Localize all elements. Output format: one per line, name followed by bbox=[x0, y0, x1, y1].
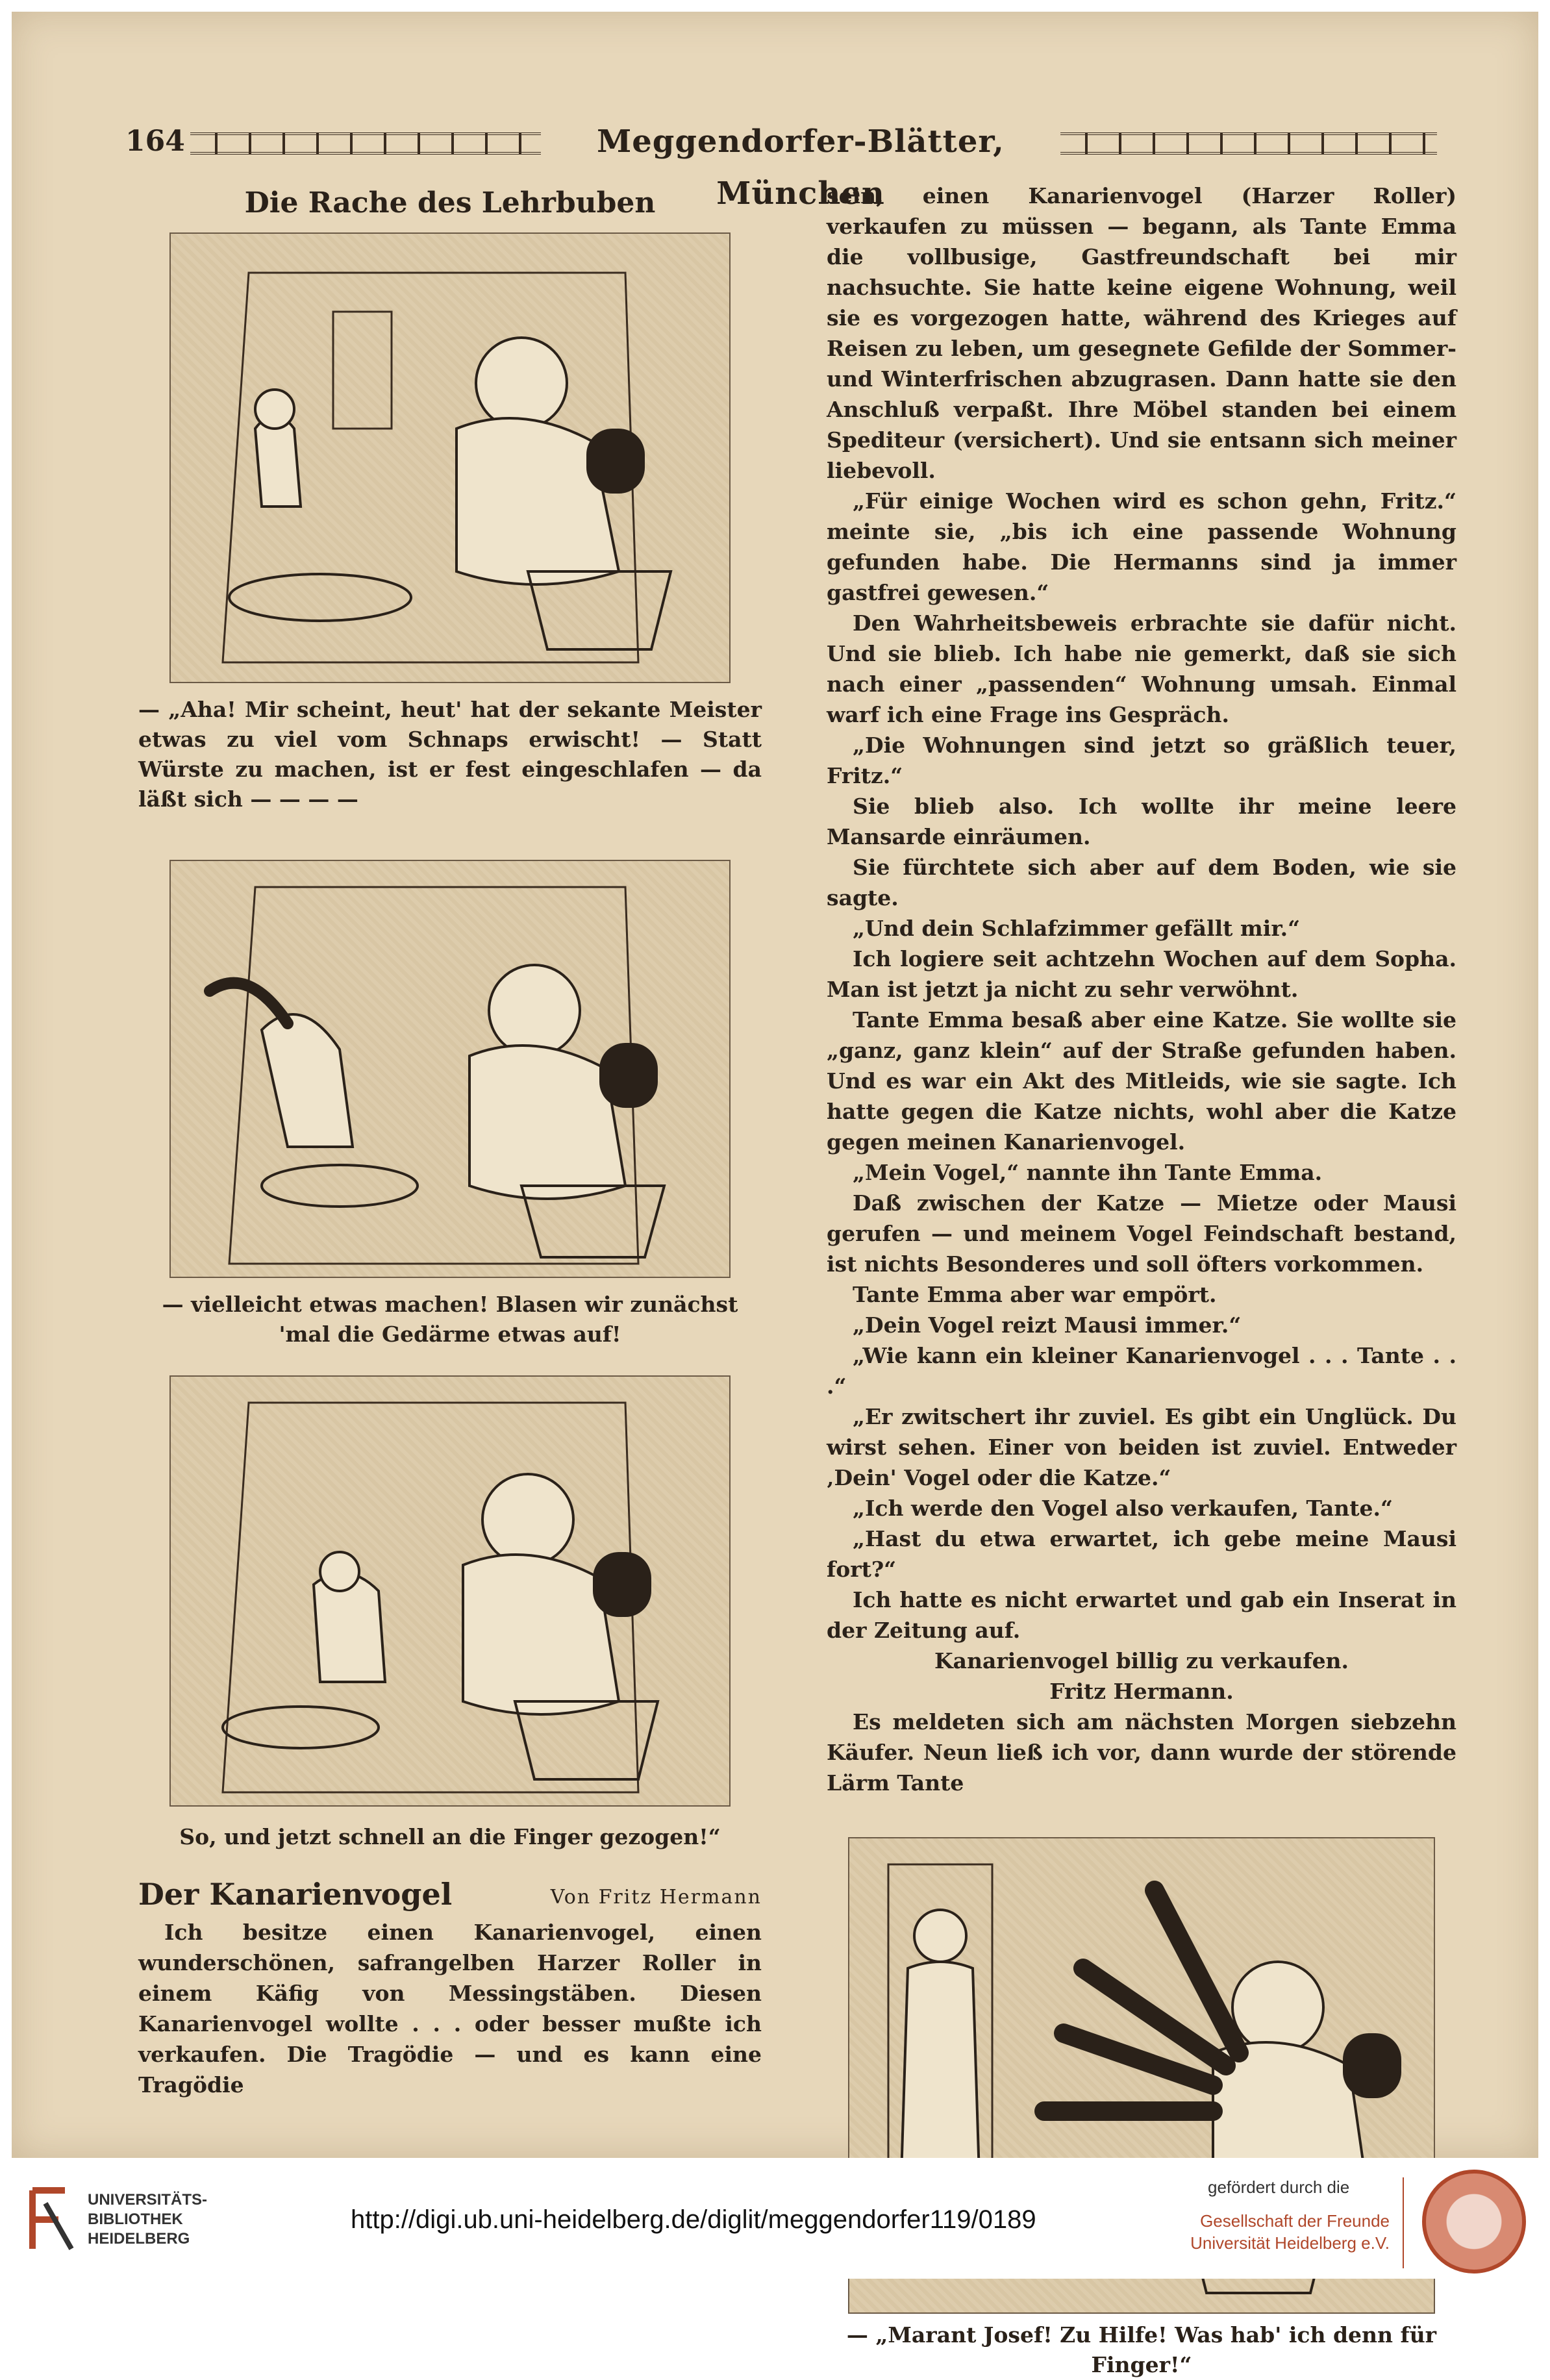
header-ornament-left bbox=[190, 132, 541, 155]
story-paragraph: Ich logiere seit achtzehn Wochen auf dem Sopha. Man ist jetzt ja nicht zu sehr verwöhnt. bbox=[827, 946, 1456, 1002]
comic-panel-1-illustration bbox=[169, 232, 731, 683]
library-name bbox=[88, 2190, 207, 2249]
story-title: Der Kanarienvogel bbox=[138, 1877, 453, 1912]
digitization-footer bbox=[0, 2158, 1550, 2279]
comic-panel-3-illustration bbox=[169, 1375, 731, 1807]
story-paragraph: sein, einen Kanarienvogel (Harzer Roller) verkaufen zu müssen — begann, als Tante Emma die vollbusige, Gastfreundschaft bei mir nachsuchte. Sie hatte keine eigene Wohnung, weil sie es vorgezogen hatte, während des Krieges auf Reisen zu leben, um gesegnete Gefilde der Sommer- und Winterfrischen abzugrasen. Dann hatte sie den Anschluß verpaßt. Ihre Möbel standen bei einem Spediteur (versichert). Und sie entsann sich meiner liebevoll. bbox=[827, 183, 1456, 483]
university-seal-icon bbox=[1422, 2170, 1526, 2274]
comic-caption-1: — „Aha! Mir scheint, heut' hat der sekante Meister etwas zu viel vom Schnaps erwischt! — Statt Würste zu machen, ist er fest eingeschlafen — da läßt sich — — — — bbox=[138, 697, 762, 812]
story-paragraph: „Mein Vogel,“ nannte ihn Tante Emma. bbox=[853, 1160, 1323, 1185]
story-paragraph: „Wie kann ein kleiner Kanarienvogel . . . Tante . . .“ bbox=[827, 1343, 1456, 1399]
story-paragraph: Tante Emma aber war empört. bbox=[853, 1282, 1217, 1307]
comic-caption-3: So, und jetzt schnell an die Finger gezogen!“ bbox=[179, 1824, 721, 1849]
story-paragraph: „Für einige Wochen wird es schon gehn, Fritz.“ meinte sie, „bis ich eine passende Wohnung gefunden habe. Die Hermanns sind ja immer gastfrei gewesen.“ bbox=[827, 488, 1456, 605]
masthead: Meggendorfer-Blätter, München bbox=[597, 123, 1005, 212]
comic-panel-2-illustration bbox=[169, 860, 731, 1278]
story-heading bbox=[125, 1872, 775, 1917]
story-paragraph: Sie fürchtete sich aber auf dem Boden, wie sie sagte. bbox=[827, 855, 1456, 910]
story-paragraph: Ich besitze einen Kanarienvogel, einen wunderschönen, safrangelben Harzer Roller in einem Käfig von Messingstäben. Diesen Kanarienvogel wollte . . . oder besser mußte ich verkaufen. Die Tragödie — und es kann eine Tragödie bbox=[138, 1920, 762, 2098]
sponsor-name-line: Gesellschaft der Freunde bbox=[1200, 2211, 1390, 2231]
story-paragraph: „Und dein Schlafzimmer gefällt mir.“ bbox=[853, 916, 1301, 941]
sponsor-label: gefördert durch die bbox=[1208, 2177, 1350, 2197]
library-name-line: BIBLIOTHEK bbox=[88, 2211, 183, 2228]
story-body-left bbox=[125, 1917, 775, 2100]
story-paragraph: „Dein Vogel reizt Mausi immer.“ bbox=[853, 1312, 1242, 1338]
advert-signature: Fritz Hermann. bbox=[1049, 1679, 1234, 1704]
sponsor-name bbox=[1169, 2210, 1390, 2254]
university-library-logo-icon bbox=[19, 2184, 78, 2255]
advert-line: Kanarienvogel billig zu verkaufen. bbox=[934, 1648, 1349, 1673]
sponsor-name-line: Universität Heidelberg e.V. bbox=[1190, 2233, 1390, 2253]
story-paragraph: „Hast du etwa erwartet, ich gebe meine Mausi fort?“ bbox=[827, 1526, 1456, 1582]
closing-caption: — „Marant Josef! Zu Hilfe! Was hab' ich denn für Finger!“ bbox=[846, 2322, 1437, 2377]
page-number: 164 bbox=[125, 125, 185, 158]
comic-caption-2: — vielleicht etwas machen! Blasen wir zunächst 'mal die Gedärme etwas auf! bbox=[162, 1292, 738, 1347]
library-name-line: HEIDELBERG bbox=[88, 2230, 190, 2248]
story-paragraph: Den Wahrheitsbeweis erbrachte sie dafür nicht. Und sie blieb. Ich habe nie gemerkt, daß sie sich nach einer „passenden“ Wohnung umsah. Einmal warf ich eine Frage ins Gespräch. bbox=[827, 610, 1456, 727]
library-name-line: UNIVERSITÄTS- bbox=[88, 2191, 208, 2209]
story-paragraph: Daß zwischen der Katze — Mietze oder Mausi gerufen — und meinem Vogel Feindschaft bestand, ist nichts Besonderes und soll öfters vorkommen. bbox=[827, 1190, 1456, 1277]
story-paragraph: „Die Wohnungen sind jetzt so gräßlich teuer, Fritz.“ bbox=[827, 733, 1456, 788]
permalink-url[interactable]: http://digi.ub.uni-heidelberg.de/diglit/meggendorfer119/0189 bbox=[351, 2205, 1036, 2234]
story-paragraph: Es meldeten sich am nächsten Morgen siebzehn Käufer. Neun ließ ich vor, dann wurde der störende Lärm Tante bbox=[827, 1709, 1456, 1796]
story-paragraph: „Ich werde den Vogel also verkaufen, Tante.“ bbox=[853, 1496, 1394, 1521]
story-paragraph: Sie blieb also. Ich wollte ihr meine leere Mansarde einräumen. bbox=[827, 794, 1456, 849]
story-paragraph: „Er zwitschert ihr zuviel. Es gibt ein Unglück. Du wirst sehen. Einer von beiden ist zuviel. Entweder ‚Dein' Vogel oder die Katze.“ bbox=[827, 1404, 1456, 1490]
footer-divider bbox=[1403, 2177, 1404, 2268]
story-paragraph: Tante Emma besaß aber eine Katze. Sie wollte sie „ganz, ganz klein“ auf der Straße gefunden haben. Und es war ein Akt des Mitleids, wie sie sagte. Ich hatte gegen die Katze nichts, wohl aber die Katze gegen meinen Kanarienvogel. bbox=[827, 1007, 1456, 1155]
story-byline: Von Fritz Hermann bbox=[550, 1886, 762, 1909]
comic-title: Die Rache des Lehrbuben bbox=[244, 186, 656, 219]
left-column bbox=[125, 181, 775, 2122]
header-ornament-right bbox=[1060, 132, 1437, 155]
story-body-right bbox=[827, 181, 1456, 1798]
story-paragraph: Ich hatte es nicht erwartet und gab ein Inserat in der Zeitung auf. bbox=[827, 1587, 1456, 1643]
